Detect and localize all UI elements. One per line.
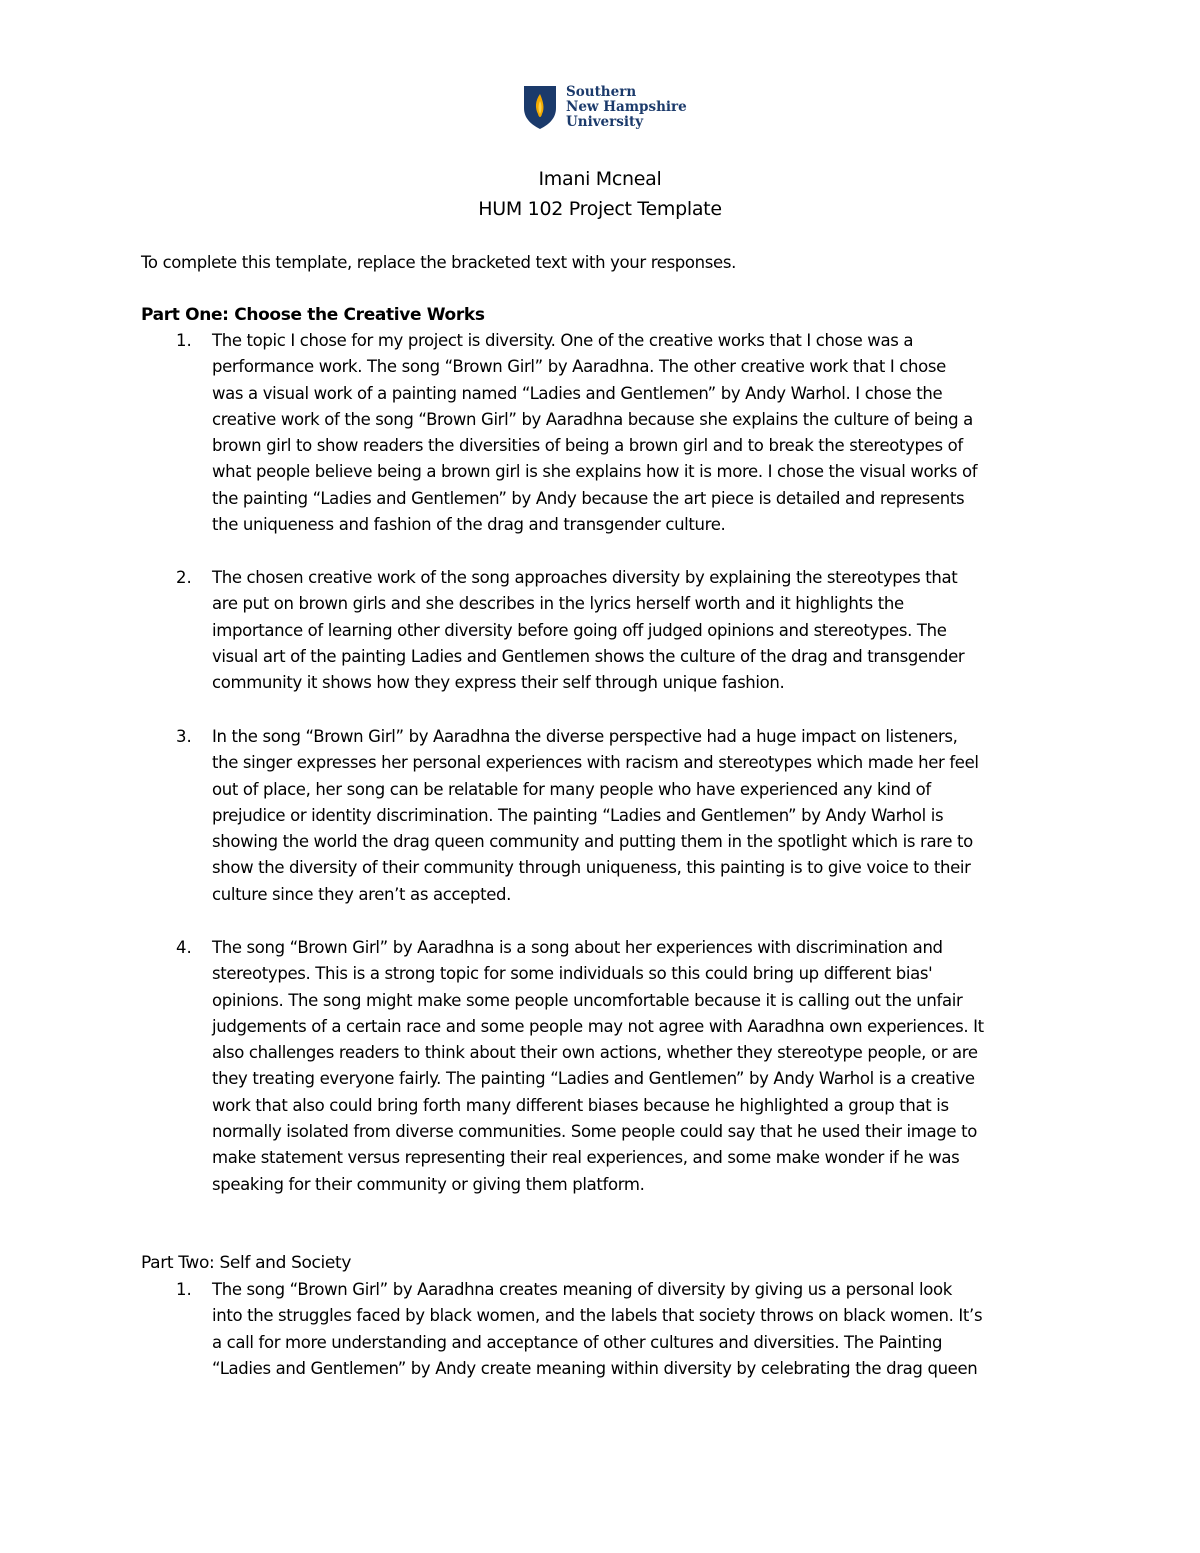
- part-one-heading: Part One: Choose the Creative Works: [141, 305, 485, 325]
- logo-line-2: New Hampshire: [566, 99, 687, 115]
- snhu-logo: [522, 84, 692, 132]
- text-line: performance work. The song “Brown Girl” by Aaradhna. The other creative work that I chose: [212, 357, 946, 377]
- part-two-heading: Part Two: Self and Society: [141, 1253, 352, 1273]
- text-line: importance of learning other diversity before going off judged opinions and stereotypes. The: [212, 620, 947, 640]
- text-line: visual art of the painting Ladies and Gentlemen shows the culture of the drag and transgender: [212, 646, 965, 666]
- text-line: showing the world the drag queen community and putting them in the spotlight which is rare to: [212, 832, 973, 852]
- text-line: the uniqueness and fashion of the drag and transgender culture.: [212, 515, 726, 535]
- text-line: The chosen creative work of the song approaches diversity by explaining the stereotypes that: [212, 568, 958, 587]
- logo-line-3: University: [566, 114, 644, 130]
- list-number: 3.: [176, 727, 192, 746]
- text-line: creative work of the song “Brown Girl” by Aaradhna because she explains the culture of being a: [212, 409, 973, 429]
- text-line: also challenges readers to think about their own actions, whether they stereotype people, or are: [212, 1043, 978, 1063]
- text-line: culture since they aren’t as accepted.: [212, 884, 512, 904]
- text-line: show the diversity of their community through uniqueness, this painting is to give voice to their: [212, 858, 971, 878]
- list-text: [212, 328, 1092, 538]
- student-name: Imani Mcneal: [538, 168, 662, 190]
- list-text: [212, 935, 1092, 1198]
- text-line: are put on brown girls and she describes in the lyrics herself worth and it highlights the: [212, 594, 904, 614]
- list-text: [212, 1277, 1092, 1382]
- template-instructions: To complete this template, replace the bracketed text with your responses.: [141, 253, 736, 272]
- text-line: “Ladies and Gentlemen” by Andy create meaning within diversity by celebrating the drag queen: [212, 1358, 978, 1378]
- text-line: a call for more understanding and acceptance of other cultures and diversities. The Painting: [212, 1332, 943, 1352]
- text-line: the painting “Ladies and Gentlemen” by Andy because the art piece is detailed and represents: [212, 488, 965, 508]
- text-line: the singer expresses her personal experiences with racism and stereotypes which made her feel: [212, 753, 979, 773]
- list-number: 1.: [176, 331, 192, 350]
- text-line: out of place, her song can be relatable for many people who have experienced any kind of: [212, 779, 931, 799]
- list-number: 2.: [176, 568, 192, 587]
- text-line: was a visual work of a painting named “Ladies and Gentlemen” by Andy Warhol. I chose the: [212, 383, 943, 403]
- list-number: 1.: [176, 1280, 192, 1299]
- list-text: [212, 724, 1092, 908]
- text-line: work that also could bring forth many different biases because he highlighted a group that is: [212, 1095, 949, 1115]
- text-line: what people believe being a brown girl is she explains how it is more. I chose the visual works of: [212, 462, 978, 482]
- text-line: The topic I chose for my project is diversity. One of the creative works that I chose was a: [212, 331, 914, 350]
- text-line: prejudice or identity discrimination. The painting “Ladies and Gentlemen” by Andy Warhol is: [212, 805, 944, 825]
- logo-line-1: Southern: [566, 84, 637, 100]
- text-line: make statement versus representing their real experiences, and some make wonder if he was: [212, 1148, 960, 1168]
- list-number: 4.: [176, 938, 192, 957]
- text-line: In the song “Brown Girl” by Aaradhna the diverse perspective had a huge impact on listeners,: [212, 727, 958, 746]
- snhu-shield-icon: [522, 84, 558, 130]
- text-line: judgements of a certain race and some people may not agree with Aaradhna own experiences. It: [212, 1016, 984, 1036]
- text-line: into the struggles faced by black women, and the labels that society throws on black women. It’s: [212, 1306, 983, 1326]
- text-line: normally isolated from diverse communities. Some people could say that he used their image to: [212, 1122, 977, 1142]
- text-line: The song “Brown Girl” by Aaradhna is a song about her experiences with discrimination and: [212, 938, 943, 957]
- text-line: opinions. The song might make some people uncomfortable because it is calling out the unfair: [212, 990, 963, 1010]
- list-text: [212, 565, 1092, 696]
- document-title: HUM 102 Project Template: [478, 198, 722, 220]
- text-line: community it shows how they express their self through unique fashion.: [212, 673, 785, 693]
- text-line: stereotypes. This is a strong topic for some individuals so this could bring up different bias': [212, 964, 933, 984]
- text-line: speaking for their community or giving them platform.: [212, 1174, 645, 1194]
- text-line: brown girl to show readers the diversities of being a brown girl and to break the stereotypes of: [212, 436, 963, 456]
- text-line: they treating everyone fairly. The painting “Ladies and Gentlemen” by Andy Warhol is a creative: [212, 1069, 975, 1089]
- text-line: The song “Brown Girl” by Aaradhna creates meaning of diversity by giving us a personal look: [212, 1280, 952, 1299]
